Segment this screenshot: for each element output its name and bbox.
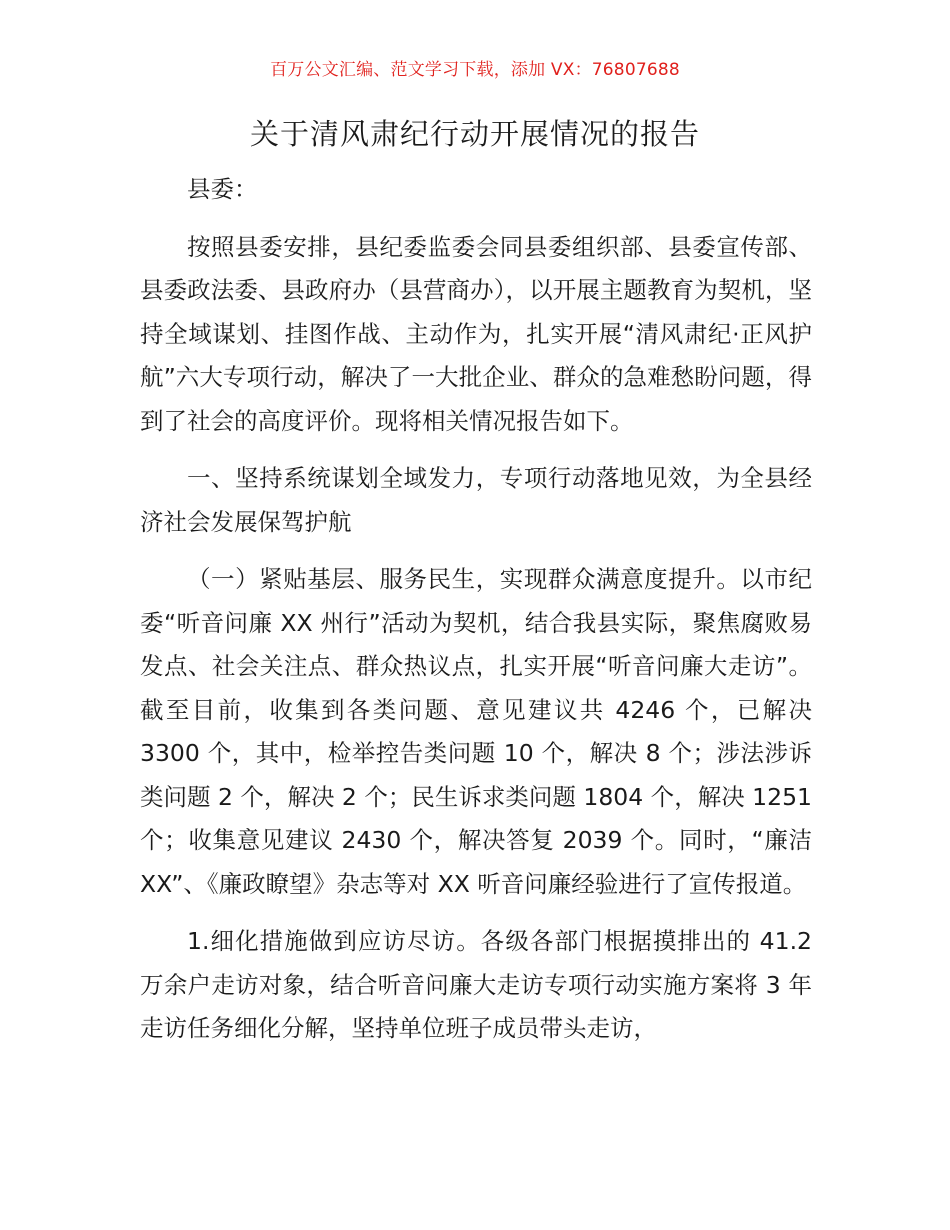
paragraph-item-1: 1.细化措施做到应访尽访。各级各部门根据摸排出的 41.2 万余户走访对象，结合听音问廉大走访专项行动实施方案将 3 年走访任务细化分解，坚持单位班子成员带头走访， — [140, 927, 812, 1042]
salutation: 县委： — [187, 175, 258, 203]
document-title: 关于清风肃纪行动开展情况的报告 — [249, 117, 700, 151]
section-heading-1: 一、坚持系统谋划全域发力，专项行动落地见效，为全县经济社会发展保驾护航 — [140, 464, 812, 536]
watermark-banner: 百万公文汇编、范文学习下载，添加 VX：76807688 — [270, 60, 680, 80]
paragraph-intro: 按照县委安排，县纪委监委会同县委组织部、县委宣传部、县委政法委、县政府办（县营商办），以开展主题教育为契机，坚持全域谋划、挂图作战、主动作为，扎实开展“清风肃纪·正风护航”六大专项行动，解决了一大批企业、群众的急难愁盼问题，得到了社会的高度评价。现将相关情况报告如下。 — [140, 232, 812, 435]
document-body — [140, 168, 812, 1051]
subsection-heading-1: （一）紧贴基层、服务民生，实现群众满意度提升。以市纪委“听音问廉 XX 州行”活动为契机，结合我县实际，聚焦腐败易发点、社会关注点、群众热议点，扎实开展“听音问廉大走访”。截至目前，收集到各类问题、意见建议共 4246 个，已解决 3300 个，其中，检举控告类问题 10 个，解决 8 个；涉法涉诉类问题 2 个，解决 2 个；民生诉求类问题 1804 个，解决 1251 个；收集意见建议 2430 个，解决答复 2039 个。同时，“廉洁 XX”、《廉政瞭望》杂志等对 XX 听音问廉经验进行了宣传报道。 — [140, 565, 812, 898]
